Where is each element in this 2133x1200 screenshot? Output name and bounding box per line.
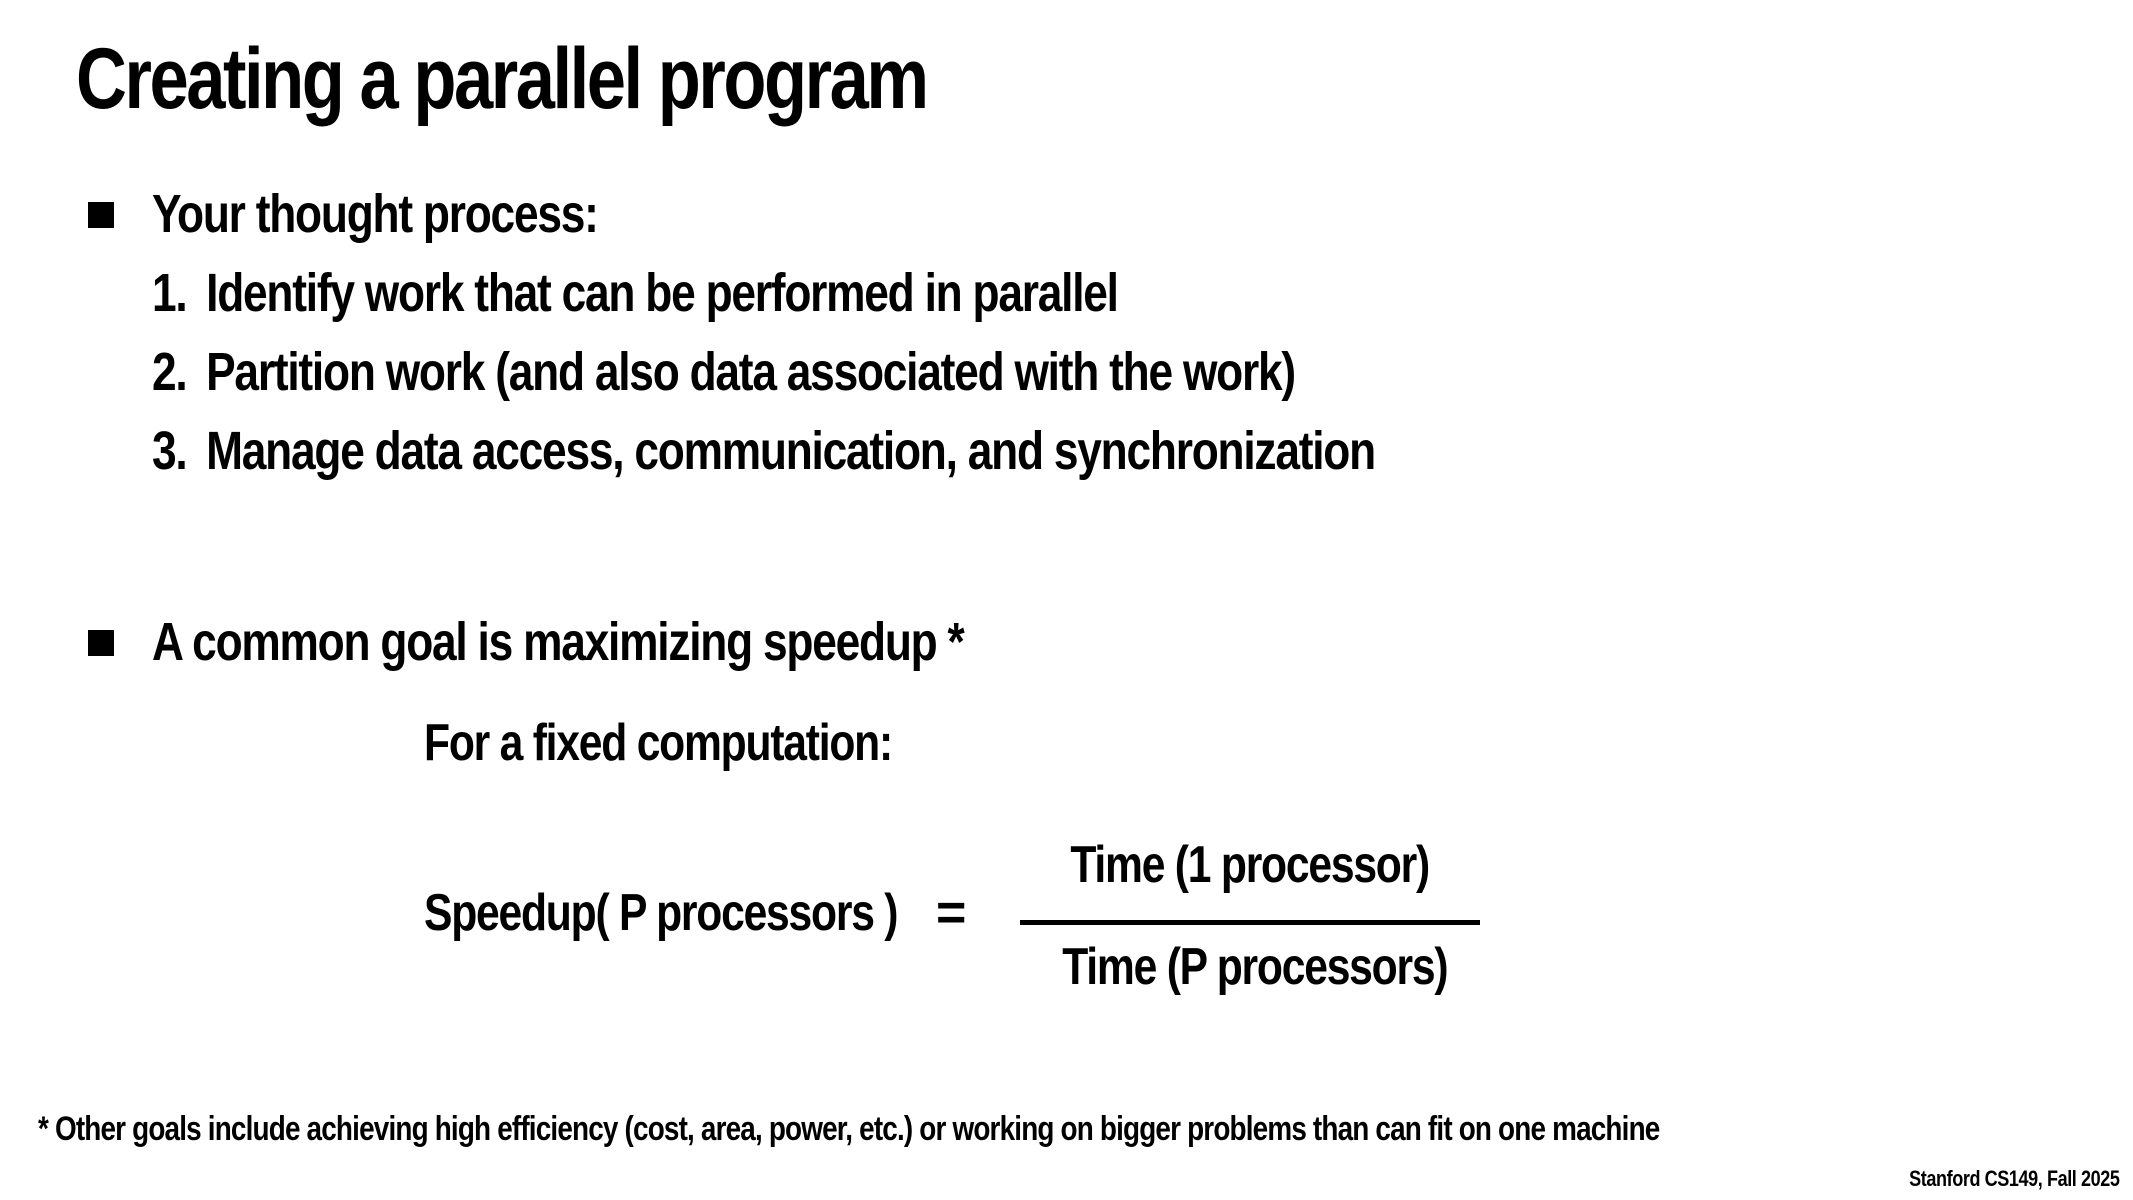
fraction-bar — [1020, 920, 1480, 925]
step-item — [152, 262, 1118, 324]
step-text: Manage data access, communication, and synchronization — [206, 421, 1375, 481]
step-text: Identify work that can be performed in parallel — [206, 263, 1118, 323]
bullet-thought-process: Your thought process: — [152, 184, 598, 244]
numerator-text: Time (1 processor) — [1070, 836, 1430, 894]
formula-denominator — [1020, 938, 1480, 998]
step-number: 3. — [152, 421, 187, 481]
step-number: 2. — [152, 342, 187, 402]
denominator-text: Time (P processors) — [1062, 938, 1448, 996]
bullet-square-icon — [88, 202, 114, 228]
slide-title: Creating a parallel program — [76, 31, 927, 127]
formula-equals: = — [936, 884, 967, 942]
footnote: * Other goals include achieving high efficiency (cost, area, power, etc.) or working on bigger problems than can fit on one machine — [38, 1110, 1660, 1148]
step-number: 1. — [152, 263, 187, 323]
formula-lhs: Speedup( P processors ) — [424, 884, 898, 942]
step-item — [152, 341, 1295, 403]
formula-numerator — [1020, 836, 1480, 896]
step-item — [152, 420, 1375, 482]
fixed-computation-label: For a fixed computation: — [424, 714, 892, 772]
bullet-square-icon — [88, 630, 114, 656]
course-tag: Stanford CS149, Fall 2025 — [1908, 1166, 2119, 1191]
bullet-speedup-goal: A common goal is maximizing speedup * — [152, 612, 964, 672]
step-text: Partition work (and also data associated with the work) — [206, 342, 1295, 402]
